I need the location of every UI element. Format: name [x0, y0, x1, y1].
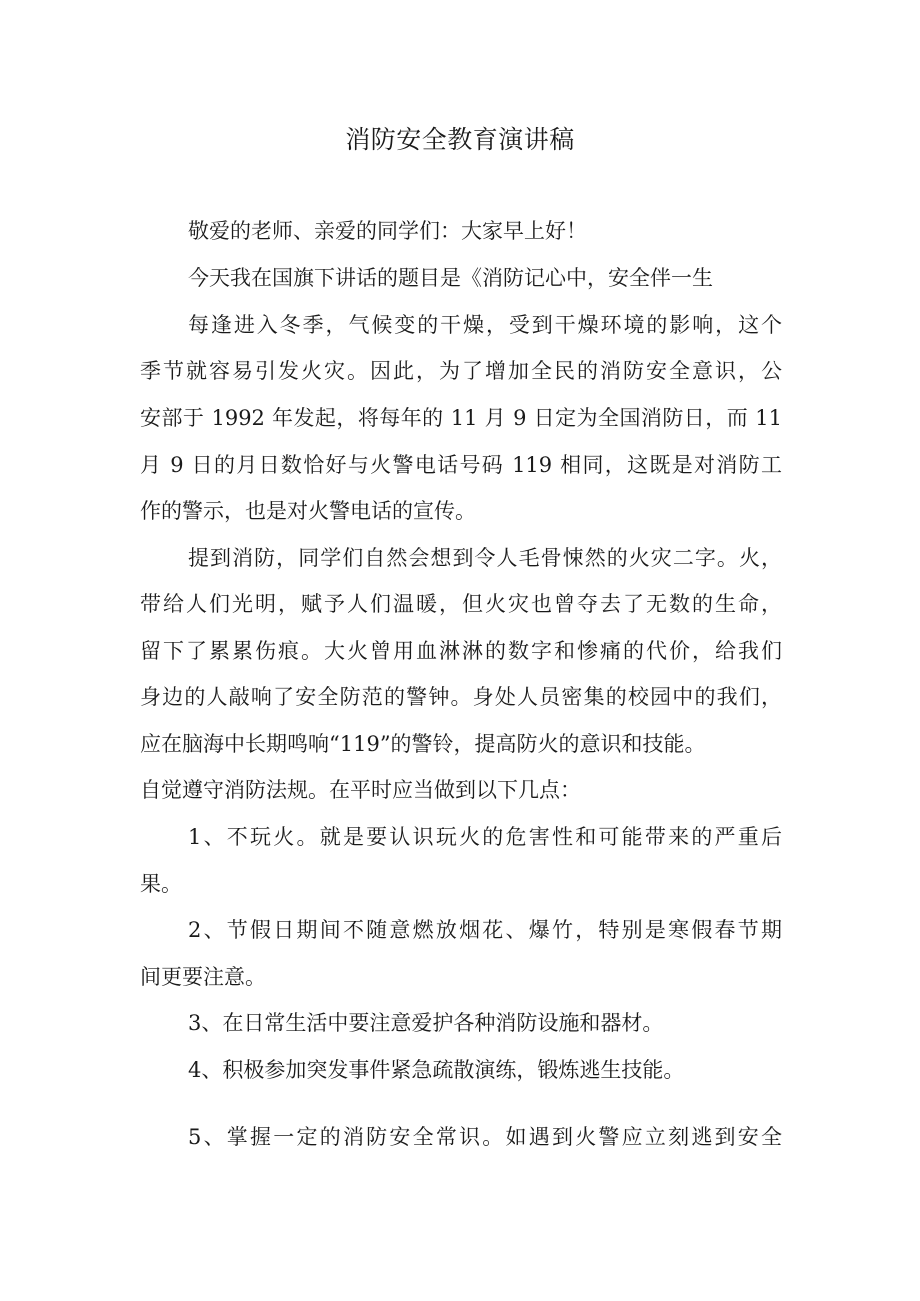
paragraph-line: 应在脑海中长期鸣响“119”的警铃，提高防火的意识和技能。	[140, 732, 706, 756]
paragraph-line: 留下了累累伤痕。大火曾用血淋淋的数字和惨痛的代价，给我们	[140, 639, 782, 663]
list-item-line: 果。	[140, 872, 182, 896]
paragraph-line: 身边的人敲响了安全防范的警钟。身处人员密集的校园中的我们，	[140, 685, 782, 709]
paragraph-line: 安部于 1992 年发起，将每年的 11 月 9 日定为全国消防日，而 11	[140, 406, 782, 430]
list-item-line: 2、节假日期间不随意燃放烟花、爆竹，特别是寒假春节期	[188, 918, 782, 942]
paragraph-line: 每逢进入冬季，气候变的干燥，受到干燥环境的影响，这个	[188, 313, 782, 337]
paragraph-line: 提到消防，同学们自然会想到令人毛骨悚然的火灾二字。火，	[188, 546, 782, 570]
paragraph-line: 月 9 日的月日数恰好与火警电话号码 119 相同，这既是对消防工	[140, 453, 782, 477]
list-item-line: 1、不玩火。就是要认识玩火的危害性和可能带来的严重后	[188, 825, 782, 849]
paragraph-line: 自觉遵守消防法规。在平时应当做到以下几点：	[140, 778, 581, 802]
paragraph-line: 季节就容易引发火灾。因此，为了增加全民的消防安全意识，公	[140, 359, 782, 383]
greeting-line: 敬爱的老师、亲爱的同学们：大家早上好！	[188, 219, 587, 243]
list-item-line: 3、在日常生活中要注意爱护各种消防设施和器材。	[188, 1011, 664, 1035]
list-item-line: 5、掌握一定的消防安全常识。如遇到火警应立刻逃到安全	[188, 1125, 782, 1149]
list-item-line: 间更要注意。	[140, 965, 266, 989]
topic-line: 今天我在国旗下讲话的题目是《消防记心中，安全伴一生	[188, 266, 713, 290]
paragraph-line: 带给人们光明，赋予人们温暖，但火灾也曾夺去了无数的生命，	[140, 592, 782, 616]
document-title: 消防安全教育演讲稿	[345, 125, 575, 154]
list-item-line: 4、积极参加突发事件紧急疏散演练，锻炼逃生技能。	[188, 1058, 685, 1082]
paragraph-line: 作的警示，也是对火警电话的宣传。	[140, 499, 476, 523]
